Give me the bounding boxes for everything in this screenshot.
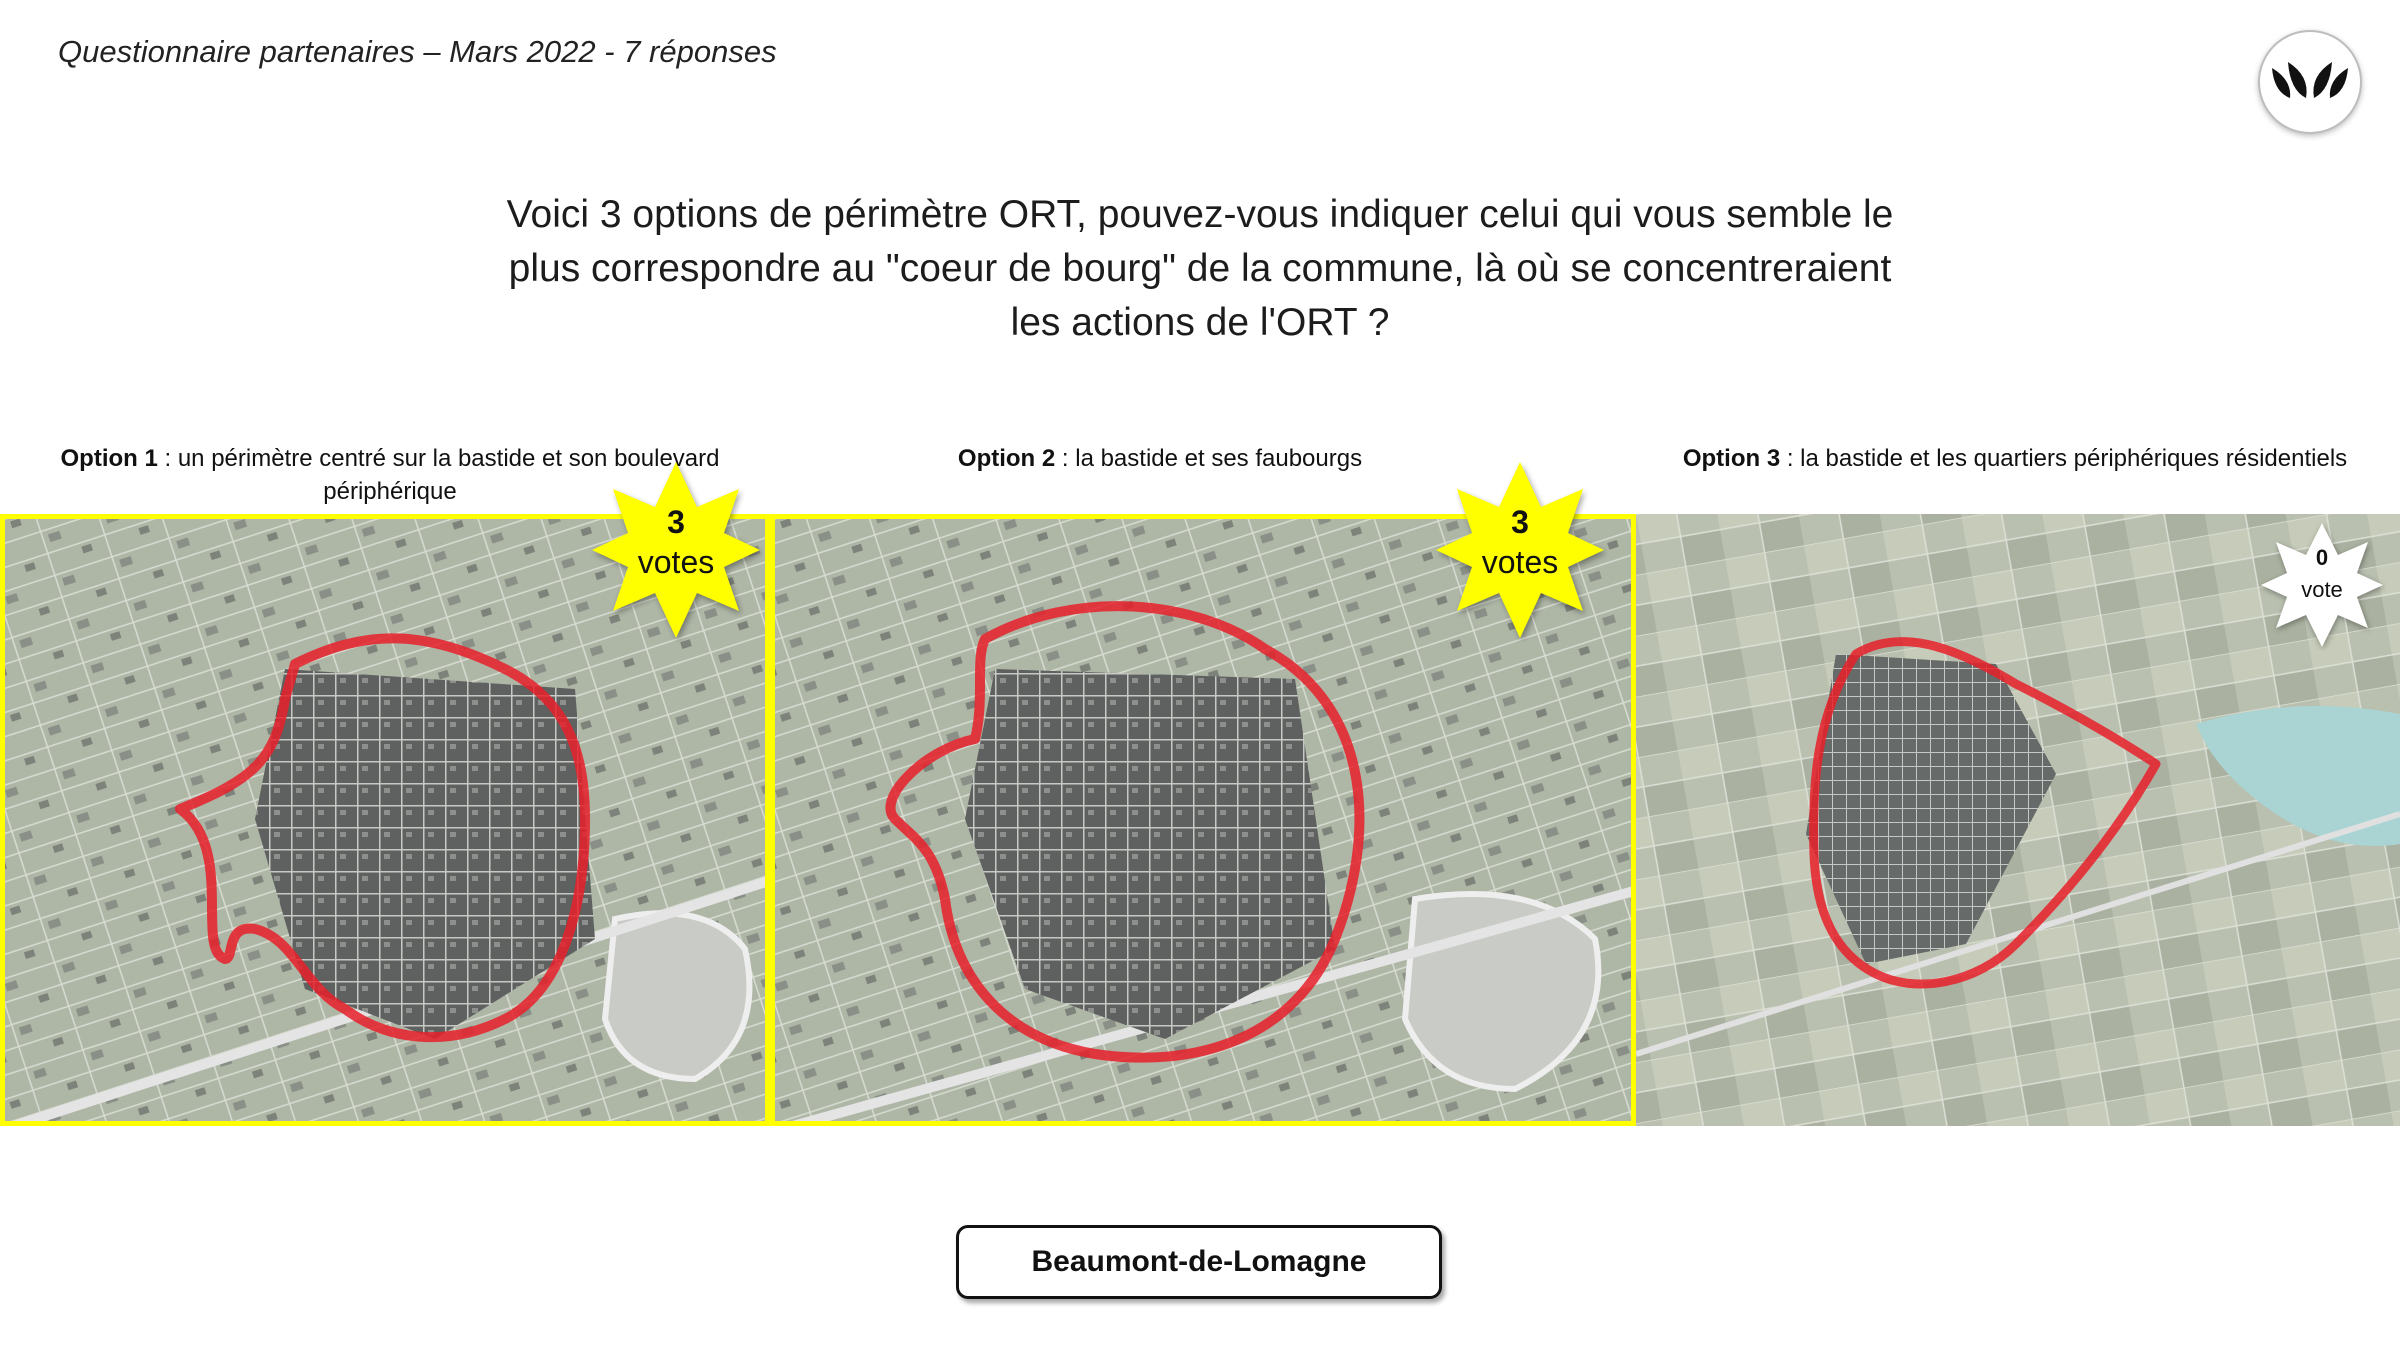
survey-header: Questionnaire partenaires – Mars 2022 - 7 réponses	[58, 34, 777, 69]
option-1-title: Option 1	[60, 445, 158, 472]
option-2-description: : la bastide et ses faubourgs	[1055, 445, 1363, 472]
option-1-description: : un périmètre centré sur la bastide et son boulevard	[157, 445, 720, 472]
option-3-votes-word: vote	[2301, 577, 2343, 602]
option-3-label	[1640, 442, 2390, 475]
question-line-2: plus correspondre au "coeur de bourg" de la commune, là où se concentreraient	[508, 247, 1892, 290]
leaves-logo-icon	[2258, 30, 2362, 134]
option-2-votes-badge	[1432, 458, 1608, 642]
option-1-votes-count: 3	[667, 504, 685, 540]
option-2-votes-count: 3	[1511, 504, 1529, 540]
question-line-1: Voici 3 options de périmètre ORT, pouvez-vous indiquer celui qui vous semble le	[506, 193, 1894, 236]
option-3-votes-badge	[2258, 520, 2386, 650]
option-1-votes-badge	[588, 458, 764, 642]
option-2-title: Option 2	[957, 445, 1056, 472]
question-text	[420, 188, 1980, 350]
option-3-title: Option 3	[1682, 445, 1781, 472]
option-1-votes-word: votes	[637, 544, 715, 580]
option-3-votes-count: 0	[2315, 545, 2329, 570]
question-line-3: les actions de l'ORT ?	[1010, 301, 1390, 344]
option-3-description: : la bastide et les quartiers périphériques résidentiels	[1780, 445, 2348, 472]
town-name-box: Beaumont-de-Lomagne	[956, 1225, 1442, 1299]
option-2-label	[860, 442, 1460, 475]
option-2-votes-word: votes	[1481, 544, 1559, 580]
option-1-description-2: périphérique	[323, 478, 457, 505]
